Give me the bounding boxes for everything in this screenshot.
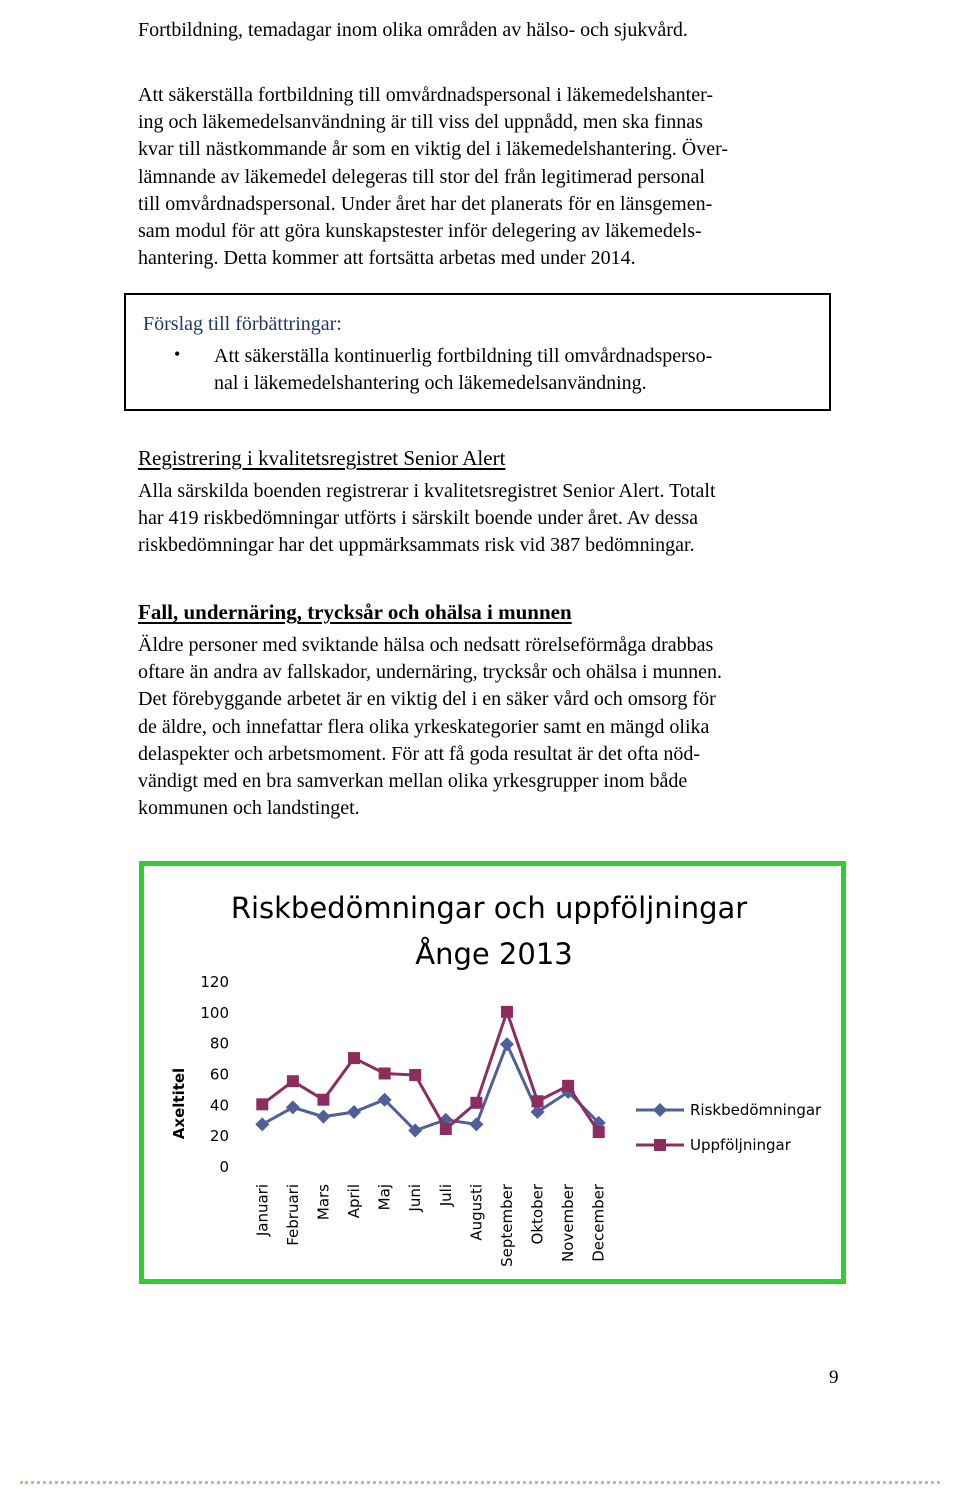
data-point-diamond <box>347 1105 361 1119</box>
paragraph-line: vändigt med en bra samverkan mellan olika yrkesgrupper inom både <box>138 770 688 793</box>
proposal-item-line: nal i läkemedelshantering och läkemedelsanvändning. <box>214 371 647 394</box>
chart-frame <box>139 861 846 1284</box>
page-number: 9 <box>829 1367 839 1388</box>
legend-marker-square <box>654 1139 666 1151</box>
y-tick-label: 0 <box>219 1158 229 1176</box>
paragraph-line: lämnande av läkemedel delegeras till stor del från legitimerad personal <box>138 165 705 188</box>
data-point-diamond <box>255 1117 269 1131</box>
data-point-square <box>348 1052 360 1064</box>
x-tick-label: Juni <box>406 1184 425 1212</box>
header-line: Fortbildning, temadagar inom olika områden av hälso- och sjukvård. <box>138 19 688 41</box>
proposal-box <box>124 293 831 411</box>
section-heading-fall: Fall, undernäring, trycksår och ohälsa i munnen <box>138 600 572 624</box>
bullet-icon: • <box>174 344 181 364</box>
paragraph-line: Det förebyggande arbetet är en viktig del i en säker vård och omsorg för <box>138 688 716 711</box>
x-tick-label: Oktober <box>528 1184 547 1245</box>
y-tick-label: 20 <box>209 1127 229 1146</box>
x-tick-label: Maj <box>375 1184 394 1211</box>
paragraph-line: kommunen och landstinget. <box>138 797 360 820</box>
intro-paragraph <box>138 82 838 272</box>
footer-rule <box>20 1481 940 1484</box>
legend-marker-diamond <box>653 1103 667 1117</box>
paragraph-line: har 419 riskbedömningar utförts i särskilt boende under året. Av dessa <box>138 507 699 530</box>
y-tick-label: 40 <box>209 1096 229 1115</box>
data-point-diamond <box>500 1037 514 1051</box>
x-tick-label: November <box>559 1184 578 1263</box>
legend-label: Riskbedömningar <box>690 1101 822 1119</box>
line-chart <box>144 866 841 1279</box>
data-point-square <box>287 1075 299 1087</box>
proposal-item <box>214 343 824 396</box>
data-point-diamond <box>316 1110 330 1124</box>
paragraph-line: Äldre personer med sviktande hälsa och nedsatt rörelseförmåga drabbas <box>138 634 714 656</box>
x-tick-label: Augusti <box>467 1184 486 1241</box>
x-tick-label: September <box>497 1184 516 1267</box>
legend-label: Uppföljningar <box>690 1136 791 1154</box>
paragraph-line: ing och läkemedelsanvändning är till viss del uppnådd, men ska finnas <box>138 111 703 134</box>
paragraph-line: de äldre, och innefattar flera olika yrkeskategorier samt en mängd olika <box>138 715 710 738</box>
data-point-square <box>256 1098 268 1110</box>
y-axis-label: Axeltitel <box>170 1067 188 1140</box>
paragraph-line: delaspekter och arbetsmoment. För att få goda resultat är det ofta nöd- <box>138 742 701 765</box>
data-point-square <box>562 1080 574 1092</box>
data-point-square <box>440 1123 452 1135</box>
paragraph-line: till omvårdnadspersonal. Under året har det planerats för en länsgemen- <box>138 192 713 215</box>
x-tick-label: April <box>345 1184 364 1219</box>
y-tick-label: 120 <box>200 973 229 991</box>
proposal-item-line: Att säkerställa kontinuerlig fortbildning till omvårdnadsperso- <box>214 345 713 367</box>
paragraph-line: kvar till nästkommande år som en viktig del i läkemedelshantering. Över- <box>138 138 728 161</box>
x-tick-label: December <box>589 1184 608 1262</box>
chart-subtitle: Ånge 2013 <box>415 937 573 971</box>
x-tick-label: Februari <box>283 1184 302 1246</box>
y-tick-label: 80 <box>209 1034 229 1053</box>
x-tick-label: Juli <box>436 1184 455 1207</box>
data-point-square <box>470 1097 482 1109</box>
data-point-square <box>501 1006 513 1018</box>
paragraph-line: Alla särskilda boenden registrerar i kvalitetsregistret Senior Alert. Totalt <box>138 480 716 502</box>
paragraph-line: hantering. Detta kommer att fortsätta arbetas med under 2014. <box>138 247 636 270</box>
x-tick-label: Mars <box>314 1184 333 1221</box>
data-point-square <box>593 1126 605 1138</box>
data-point-square <box>409 1069 421 1081</box>
paragraph-line: riskbedömningar har det uppmärksammats risk vid 387 bedömningar. <box>138 534 695 557</box>
y-tick-label: 60 <box>209 1065 229 1084</box>
section-heading-senior-alert: Registrering i kvalitetsregistret Senior Alert <box>138 446 506 470</box>
x-tick-label: Januari <box>253 1184 272 1237</box>
data-point-square <box>317 1094 329 1106</box>
data-point-square <box>379 1068 391 1080</box>
chart-title: Riskbedömningar och uppföljningar <box>230 891 748 925</box>
paragraph-line: Att säkerställa fortbildning till omvårdnadspersonal i läkemedelshanter- <box>138 84 713 106</box>
series-line-1 <box>262 1044 598 1130</box>
paragraph-line: oftare än andra av fallskador, undernäring, trycksår och ohälsa i munnen. <box>138 661 722 684</box>
data-point-diamond <box>286 1100 300 1114</box>
senior-alert-paragraph <box>138 478 838 560</box>
data-point-square <box>532 1095 544 1107</box>
y-tick-label: 100 <box>200 1003 229 1022</box>
proposal-title: Förslag till förbättringar: <box>143 313 342 335</box>
fall-paragraph <box>138 632 838 822</box>
paragraph-line: sam modul för att göra kunskapstester inför delegering av läkemedels- <box>138 220 702 243</box>
data-point-diamond <box>469 1117 483 1131</box>
